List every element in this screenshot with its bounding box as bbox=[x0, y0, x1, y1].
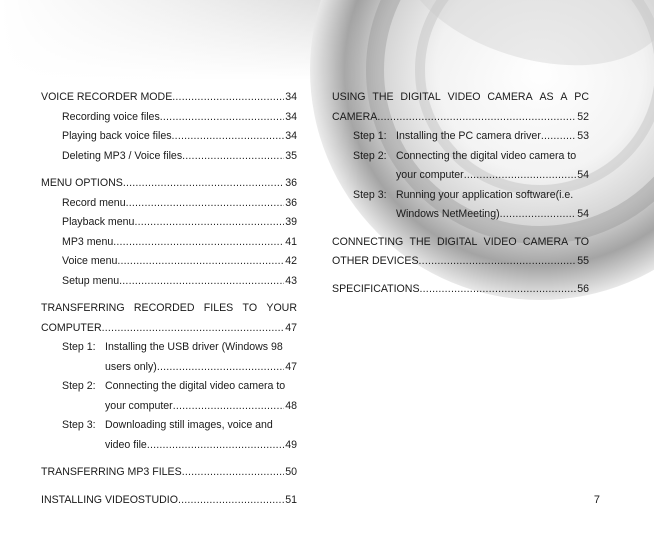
toc-entry[interactable]: SPECIFICATIONS ..... 56 bbox=[332, 280, 589, 300]
toc-entry[interactable]: Windows NetMeeting) ..... 54 bbox=[396, 205, 589, 225]
toc-entry[interactable]: VOICE RECORDER MODE ..... 34 bbox=[41, 88, 297, 108]
toc-entry[interactable]: Playing back voice files ..... 34 bbox=[62, 127, 297, 147]
toc-entry[interactable]: Setup menu ..... 43 bbox=[62, 272, 297, 292]
page-number: 7 bbox=[593, 494, 600, 506]
toc-step-line[interactable]: Step 2: Connecting the digital video camera to bbox=[353, 149, 577, 162]
toc-section-installing-videostudio bbox=[41, 491, 297, 511]
toc-entry[interactable]: your computer ..... 54 bbox=[396, 166, 589, 186]
toc-heading-line[interactable]: CONNECTING THE DIGITAL VIDEO CAMERA TO bbox=[332, 235, 589, 248]
toc-entry[interactable]: OTHER DEVICES ..... 55 bbox=[332, 252, 589, 272]
toc-step-line[interactable]: Step 1: Installing the USB driver (Windows 98 bbox=[62, 341, 283, 353]
toc-entry[interactable]: CAMERA ..... 52 bbox=[332, 108, 589, 128]
toc-entry[interactable]: Step 1: Installing the PC camera driver ..... 53 bbox=[353, 127, 589, 147]
toc-step-line[interactable]: Step 3: Running your application software(i.e. bbox=[353, 188, 574, 201]
toc-right-column bbox=[332, 88, 589, 307]
toc-entry[interactable]: Record menu ..... 36 bbox=[62, 194, 297, 214]
toc-entry[interactable]: MENU OPTIONS ..... 36 bbox=[41, 174, 297, 194]
toc-left-column bbox=[41, 88, 297, 518]
toc-section-connecting-to-other-devices bbox=[332, 233, 589, 272]
toc-entry[interactable]: INSTALLING VIDEOSTUDIO ..... 51 bbox=[41, 491, 297, 511]
toc-section-menu-options bbox=[41, 174, 297, 291]
toc-entry[interactable]: Voice menu ..... 42 bbox=[62, 252, 297, 272]
toc-entry[interactable]: COMPUTER ..... 47 bbox=[41, 319, 297, 339]
toc-entry[interactable]: Recording voice files ..... 34 bbox=[62, 108, 297, 128]
toc-section-using-as-pc-camera bbox=[332, 88, 589, 225]
toc-entry[interactable]: TRANSFERRING MP3 FILES ..... 50 bbox=[41, 463, 297, 483]
toc-step-line[interactable]: Step 2: Connecting the digital video camera to bbox=[62, 380, 286, 392]
toc-entry[interactable]: video file ..... 49 bbox=[105, 436, 297, 456]
toc-heading-line[interactable]: TRANSFERRING RECORDED FILES TO YOUR bbox=[41, 302, 297, 314]
toc-section-transferring-recorded-files bbox=[41, 299, 297, 455]
toc-step-line[interactable]: Step 3: Downloading still images, voice and bbox=[62, 419, 273, 431]
toc-entry[interactable]: Deleting MP3 / Voice files ..... 35 bbox=[62, 147, 297, 167]
toc-heading-line[interactable]: USING THE DIGITAL VIDEO CAMERA AS A PC bbox=[332, 91, 589, 103]
toc-section-transferring-mp3-files bbox=[41, 463, 297, 483]
toc-entry[interactable]: your computer ..... 48 bbox=[105, 397, 297, 417]
toc-entry[interactable]: users only) ..... 47 bbox=[105, 358, 297, 378]
toc-entry[interactable]: MP3 menu ..... 41 bbox=[62, 233, 297, 253]
toc-section-specifications bbox=[332, 280, 589, 300]
toc-entry[interactable]: Playback menu ..... 39 bbox=[62, 213, 297, 233]
toc-section-voice-recorder-mode bbox=[41, 88, 297, 166]
